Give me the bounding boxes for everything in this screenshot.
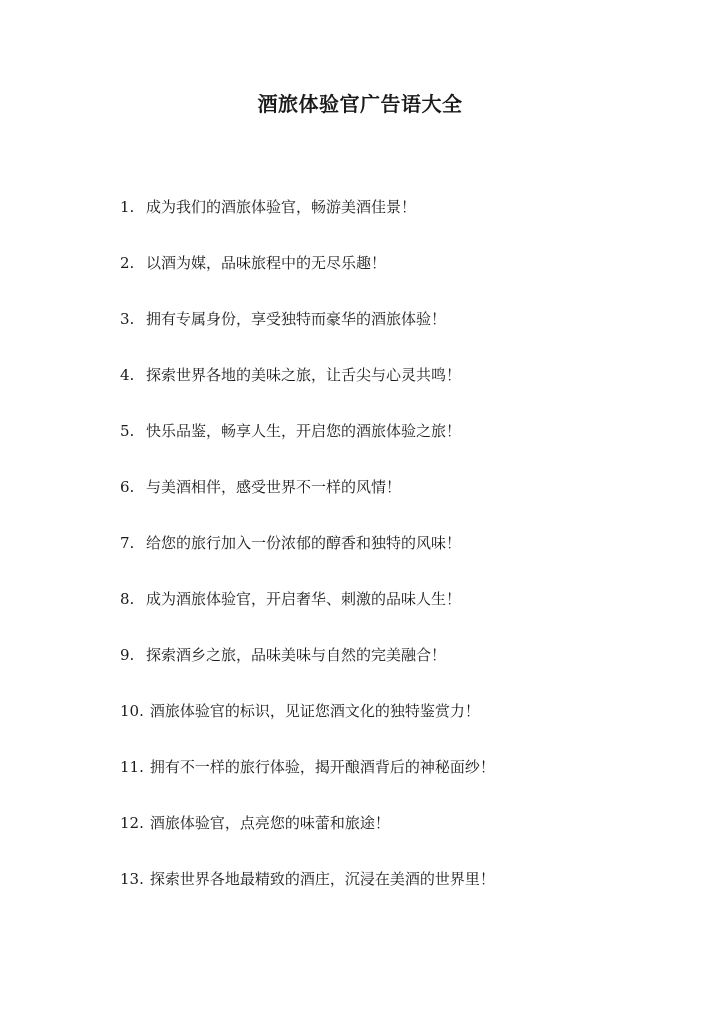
list-item (120, 528, 680, 584)
list-item (120, 808, 680, 864)
list-item (120, 360, 680, 416)
item-text: 以酒为媒，品味旅程中的无尽乐趣！ (146, 254, 387, 272)
list-item (120, 696, 680, 752)
list-item (120, 472, 680, 528)
item-text: 快乐品鉴，畅享人生，开启您的酒旅体验之旅！ (146, 422, 462, 440)
item-text: 成为我们的酒旅体验官，畅游美酒佳景！ (146, 198, 417, 216)
list-item (120, 192, 680, 248)
item-number: 8. (120, 590, 135, 608)
list-item (120, 864, 680, 920)
item-text: 探索世界各地的美味之旅，让舌尖与心灵共鸣！ (146, 366, 462, 384)
item-number: 11. (120, 758, 144, 776)
list-item (120, 584, 680, 640)
item-text: 酒旅体验官，点亮您的味蕾和旅途！ (149, 814, 390, 832)
item-text: 成为酒旅体验官，开启奢华、刺激的品味人生！ (146, 590, 462, 608)
item-number: 10. (120, 702, 144, 720)
item-text: 与美酒相伴，感受世界不一样的风情！ (146, 478, 402, 496)
list-item (120, 248, 680, 304)
list-item (120, 304, 680, 360)
item-number: 5. (120, 422, 135, 440)
item-number: 2. (120, 254, 135, 272)
item-number: 12. (120, 814, 144, 832)
item-number: 1. (120, 198, 135, 216)
list-item (120, 640, 680, 696)
page-title: 酒旅体验官广告语大全 (257, 92, 463, 116)
list-item (120, 752, 680, 808)
item-number: 3. (120, 310, 135, 328)
item-text: 给您的旅行加入一份浓郁的醇香和独特的风味！ (146, 534, 462, 552)
item-text: 酒旅体验官的标识，见证您酒文化的独特鉴赏力！ (149, 702, 480, 720)
list-item (120, 416, 680, 472)
item-number: 6. (120, 478, 135, 496)
item-number: 7. (120, 534, 135, 552)
item-number: 4. (120, 366, 135, 384)
item-text: 探索酒乡之旅，品味美味与自然的完美融合！ (146, 646, 447, 664)
item-text: 探索世界各地最精致的酒庄，沉浸在美酒的世界里！ (149, 870, 495, 888)
item-text: 拥有专属身份，享受独特而豪华的酒旅体验！ (146, 310, 447, 328)
item-text: 拥有不一样的旅行体验，揭开酿酒背后的神秘面纱！ (149, 758, 495, 776)
slogan-list (120, 192, 680, 920)
item-number: 9. (120, 646, 135, 664)
item-number: 13. (120, 870, 144, 888)
